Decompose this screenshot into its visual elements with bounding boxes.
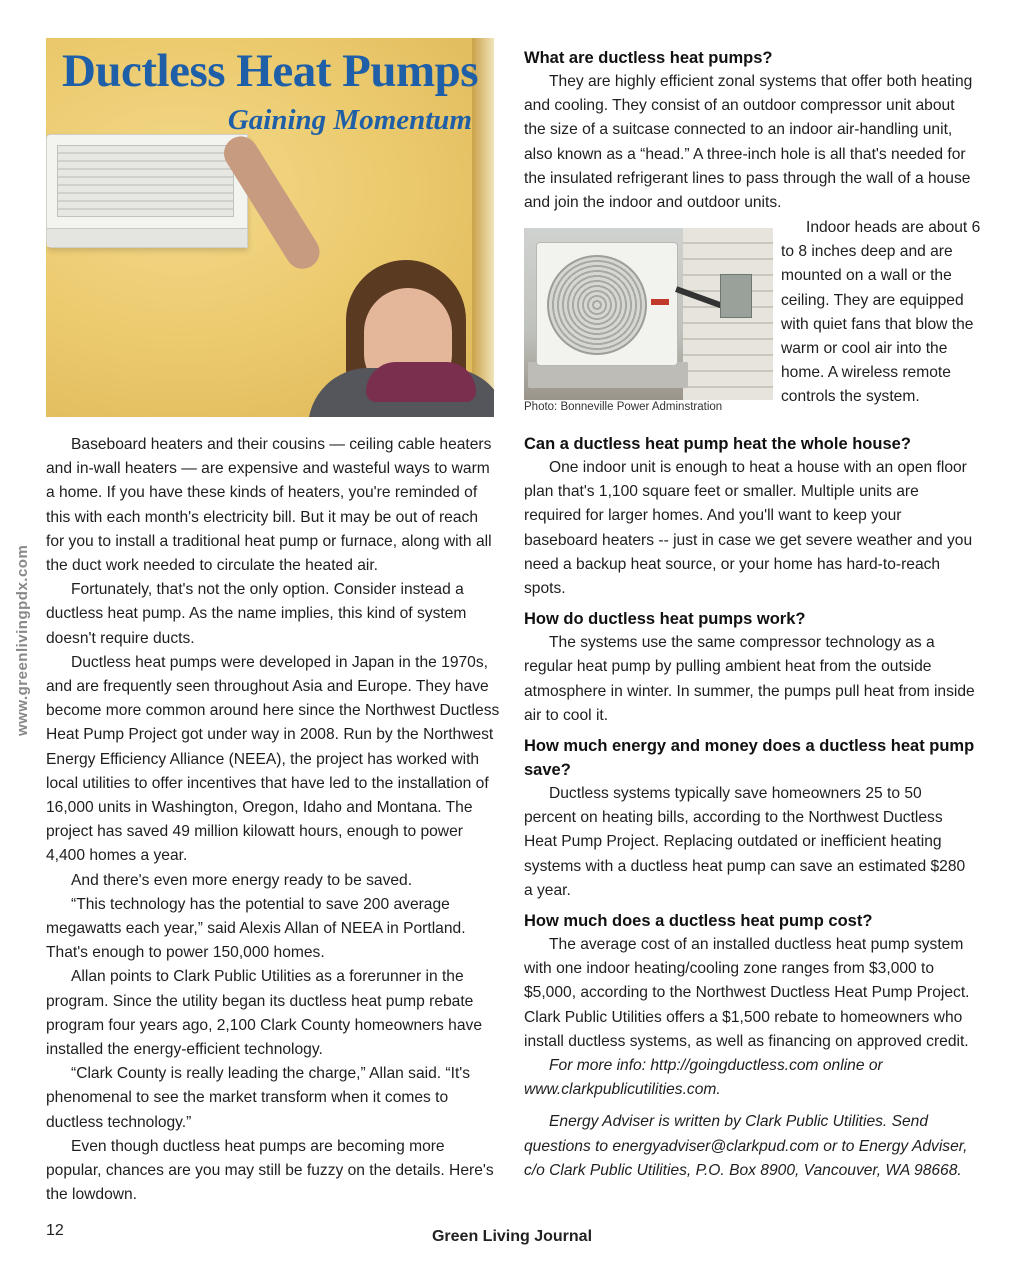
paragraph: “This technology has the potential to save 200 average megawatts each year,” said Alexis Allan of NEEA in Portland. That's enough to power 150,000 homes. (46, 895, 466, 962)
q3-heading: How do ductless heat pumps work? (524, 610, 806, 629)
q1-wrap-text (781, 216, 981, 410)
paragraph: Ductless heat pumps were developed in Japan in the 1970s, and are frequently seen throughout Asia and Europe. They have become more common around here since the Northwest Ductless Heat Pump Project got under way in 2008. Run by the Northwest Energy Efficiency Alliance (NEEA), the project has worked with local utilities to offer incentives that have led to the installation of 16,000 units in Washington, Oregon, Idaho and Montana. The project has saved 49 million kilowatt hours, enough to power 4,400 homes a year. (46, 653, 500, 865)
sidebar-url: www.greenlivingpdx.com (14, 544, 31, 736)
footer-journal-name: Green Living Journal (431, 1228, 593, 1245)
q5-body: The average cost of an installed ductless heat pump system with one indoor heating/cooling zone ranges from $3,000 to $5,000, according to the Northwest Ductless Heat Pump Project. Clark Public Utilities offers a $1,500 rebate to homeowners who install ductless systems, as well as financing on approved credit. (524, 936, 970, 1050)
article-title: Ductless Heat Pumps (61, 45, 479, 97)
q1-body: They are highly efficient zonal systems that offer both heating and cooling. They consist of an outdoor compressor unit about the size of a suitcase connected to an indoor air-handling unit, also known as a “head.” A three-inch hole is all that's needed for the insulated refrigerant lines to pass through the wall of a house and join the indoor and outdoor units. (524, 73, 973, 212)
disconnect-box (720, 274, 752, 318)
q4-body: Ductless systems typically save homeowners 25 to 50 percent on heating bills, according to the Northwest Ductless Heat Pump Project. Replacing outdated or inefficient heating systems with a ductless heat pump can save an estimated $280 a year. (524, 785, 966, 899)
more-info (524, 1054, 978, 1102)
brand-logo (651, 299, 669, 305)
left-column (46, 433, 500, 1208)
q2-body: One indoor unit is enough to heat a house with an open floor plan that's 1,100 square feet or smaller. Multiple units are required for larger homes. And you'll want to keep your baseboard heaters -- just in case we get severe weather and you need a backup heat source, or your home has hard-to-reach spots. (524, 459, 973, 598)
compressor-unit (536, 242, 678, 366)
collar-illustration (366, 362, 476, 402)
more-info-text: For more info: http://goingductless.com online or www.clarkpublicutilities.com. (524, 1057, 883, 1099)
indoor-unit-illustration (46, 134, 248, 248)
paragraph: “Clark County is really leading the charge,” Allan said. “It's phenomenal to see the market transform when it comes to ductless technology.” (46, 1065, 471, 1131)
adviser-note (524, 1110, 978, 1183)
page-number: 12 (46, 1222, 64, 1239)
paragraph: Fortunately, that's not the only option. Consider instead a ductless heat pump. As the name implies, this kind of system doesn't require ducts. (46, 581, 467, 647)
unit-flap (47, 228, 247, 247)
paragraph: And there's even more energy ready to be saved. (71, 871, 413, 889)
fan-grille (547, 255, 647, 355)
adviser-note-text: Energy Adviser is written by Clark Public Utilities. Send questions to energyadviser@clarkpud.com or to Energy Adviser, c/o Clark Public Utilities, P.O. Box 8900, Vancouver, WA 98668. (524, 1113, 968, 1179)
q1-section (524, 46, 978, 215)
outdoor-unit-photo (524, 228, 773, 400)
paragraph: Baseboard heaters and their cousins — ceiling cable heaters and in-wall heaters — are expensive and wasteful ways to warm a home. If you have these kinds of heaters, you're reminded of this with each month's electricity bill. But it may be out of reach for you to install a traditional heat pump or furnace, along with all the duct work needed to circulate the heated air. (46, 436, 492, 575)
paragraph: Even though ductless heat pumps are becoming more popular, chances are you may still be fuzzy on the details. Here's the lowdown. (46, 1137, 494, 1204)
q2-heading: Can a ductless heat pump heat the whole house? (524, 435, 911, 453)
wrap-paragraph: Indoor heads are about 6 to 8 inches deep and are mounted on a wall or the ceiling. They are equipped with quiet fans that blow the warm or cool air into the home. A wireless remote controls the system. (781, 219, 981, 406)
q1-heading: What are ductless heat pumps? (524, 49, 773, 67)
q4-heading: How much energy and money does a ductless heat pump save? (524, 737, 975, 780)
q5-heading: How much does a ductless heat pump cost? (524, 912, 873, 931)
hero-image (46, 38, 494, 417)
q3-body: The systems use the same compressor technology as a regular heat pump by pulling ambient heat from the outside atmosphere in winter. In summer, the pumps pull heat from inside air to cool it. (524, 634, 975, 724)
unit-grille (57, 145, 234, 217)
article-subtitle: Gaining Momentum (227, 104, 472, 136)
photo-caption: Photo: Bonneville Power Adminstration (524, 401, 723, 413)
paragraph: Allan points to Clark Public Utilities as a forerunner in the program. Since the utility began its ductless heat pump rebate program four years ago, 2,100 Clark County homeowners have installed the energy-efficient technology. (46, 968, 482, 1059)
right-column-lower (524, 432, 978, 1183)
